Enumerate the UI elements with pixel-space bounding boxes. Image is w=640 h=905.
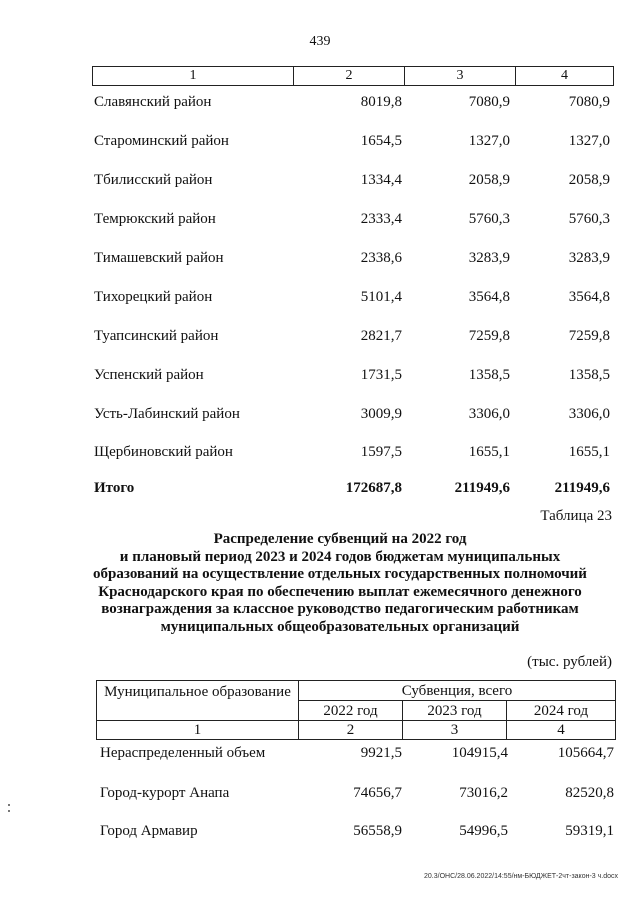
municipality-name: Староминский район xyxy=(94,133,229,149)
total-row xyxy=(0,478,640,498)
value-2024: 59319,1 xyxy=(565,823,614,839)
value-2023: 7080,9 xyxy=(468,94,510,110)
value-2024: 82520,8 xyxy=(565,785,614,801)
title-line: и плановый период 2023 и 2024 годов бюджетам муниципальных xyxy=(119,548,561,565)
value-2022: 74656,7 xyxy=(353,785,402,801)
column-number-3: 3 xyxy=(404,67,515,85)
value-2024: 1655,1 xyxy=(568,444,610,460)
value-2023: 5760,3 xyxy=(468,211,510,227)
value-2023: 1655,1 xyxy=(468,444,510,460)
total-2024: 211949,6 xyxy=(554,480,610,496)
value-2024: 1358,5 xyxy=(568,367,610,383)
value-2023: 2058,9 xyxy=(468,172,510,188)
municipality-name: Туапсинский район xyxy=(94,328,219,344)
municipality-name: Тбилисский район xyxy=(94,172,213,188)
column-year-2022: 2022 год xyxy=(299,701,403,721)
municipality-name: Темрюкский район xyxy=(94,211,216,227)
table-row xyxy=(0,404,640,424)
value-2023: 73016,2 xyxy=(459,785,508,801)
table-row xyxy=(0,783,640,803)
value-2022: 5101,4 xyxy=(360,289,402,305)
municipality-name: Успенский район xyxy=(94,367,204,383)
municipality-name: Тимашевский район xyxy=(94,250,224,266)
value-2024: 5760,3 xyxy=(568,211,610,227)
table-row xyxy=(0,326,640,346)
title-line: муниципальных общеобразовательных организаций xyxy=(160,618,520,635)
value-2024: 105664,7 xyxy=(557,745,614,761)
table-row xyxy=(0,131,640,151)
column-number-4: 4 xyxy=(515,67,613,85)
value-2022: 1654,5 xyxy=(360,133,402,149)
second-table-header xyxy=(96,680,616,740)
total-2022: 172687,8 xyxy=(345,480,402,496)
value-2022: 3009,9 xyxy=(360,406,402,422)
value-2023: 3306,0 xyxy=(468,406,510,422)
title-line: Распределение субвенций на 2022 год xyxy=(213,531,467,547)
total-label: Итого xyxy=(94,480,135,496)
column-number-1: 1 xyxy=(189,68,197,83)
value-2023: 7259,8 xyxy=(468,328,510,344)
table-row xyxy=(0,743,640,763)
value-2022: 9921,5 xyxy=(360,745,402,761)
value-2024: 2058,9 xyxy=(568,172,610,188)
value-2024: 3283,9 xyxy=(568,250,610,266)
municipality-name: Усть-Лабинский район xyxy=(94,406,240,422)
column-subvention: Субвенция, всего xyxy=(299,681,615,701)
table-row xyxy=(0,365,640,385)
value-2022: 8019,8 xyxy=(360,94,402,110)
value-2024: 7259,8 xyxy=(568,328,610,344)
value-2022: 1334,4 xyxy=(360,172,402,188)
title-line: образований на осуществление отдельных государственных полномочий xyxy=(93,566,587,582)
value-2023: 3283,9 xyxy=(468,250,510,266)
value-2022: 2821,7 xyxy=(360,328,402,344)
column-number-2: 2 xyxy=(299,721,403,739)
value-2024: 3306,0 xyxy=(568,406,610,422)
column-number-3: 3 xyxy=(403,721,507,739)
value-2022: 56558,9 xyxy=(353,823,402,839)
municipality-name: Город Армавир xyxy=(100,823,198,839)
value-2023: 1358,5 xyxy=(468,367,510,383)
value-2023: 1327,0 xyxy=(468,133,510,149)
column-number-4: 4 xyxy=(557,722,565,738)
value-2024: 3564,8 xyxy=(568,289,610,305)
value-2023: 3564,8 xyxy=(468,289,510,305)
table-title xyxy=(80,531,600,636)
municipality-name: Нераспределенный объем xyxy=(100,745,266,761)
value-2022: 1731,5 xyxy=(360,367,402,383)
table-row xyxy=(0,821,640,841)
column-number-2: 2 xyxy=(293,67,404,85)
scan-mark xyxy=(8,804,10,806)
value-2022: 2338,6 xyxy=(360,250,402,266)
value-2022: 1597,5 xyxy=(360,444,402,460)
municipality-name: Тихорецкий район xyxy=(94,289,213,305)
page-number: 439 xyxy=(309,34,331,49)
column-municipality: Муниципальное образование xyxy=(97,681,299,721)
column-year-2024: 2024 год xyxy=(507,701,615,721)
municipality-name: Город-курорт Анапа xyxy=(100,785,230,801)
footer-filename: 20.3/ОНС/28.06.2022/14:55/нм-БЮДЖЕТ-2чт-закон-3 ч.docx xyxy=(424,873,618,880)
title-line: вознаграждения за классное руководство педагогическим работникам xyxy=(101,601,579,617)
table-row xyxy=(0,248,640,268)
table-row xyxy=(0,170,640,190)
value-2024: 1327,0 xyxy=(568,133,610,149)
table-row xyxy=(0,209,640,229)
table-row xyxy=(0,92,640,112)
scan-mark xyxy=(8,810,10,812)
table-row xyxy=(0,287,640,307)
value-2022: 2333,4 xyxy=(360,211,402,227)
table-row xyxy=(0,442,640,462)
units-label: (тыс. рублей) xyxy=(527,654,612,670)
value-2024: 7080,9 xyxy=(568,94,610,110)
value-2023: 104915,4 xyxy=(451,745,508,761)
municipality-name: Славянский район xyxy=(94,94,212,110)
column-year-2023: 2023 год xyxy=(403,701,507,721)
total-2023: 211949,6 xyxy=(454,480,510,496)
table-number: Таблица 23 xyxy=(540,508,612,524)
value-2023: 54996,5 xyxy=(459,823,508,839)
top-table-header xyxy=(92,66,614,86)
title-line: Краснодарского края по обеспечению выплат ежемесячного денежного xyxy=(98,583,582,600)
municipality-name: Щербиновский район xyxy=(94,444,233,460)
column-number-1: 1 xyxy=(97,721,299,739)
